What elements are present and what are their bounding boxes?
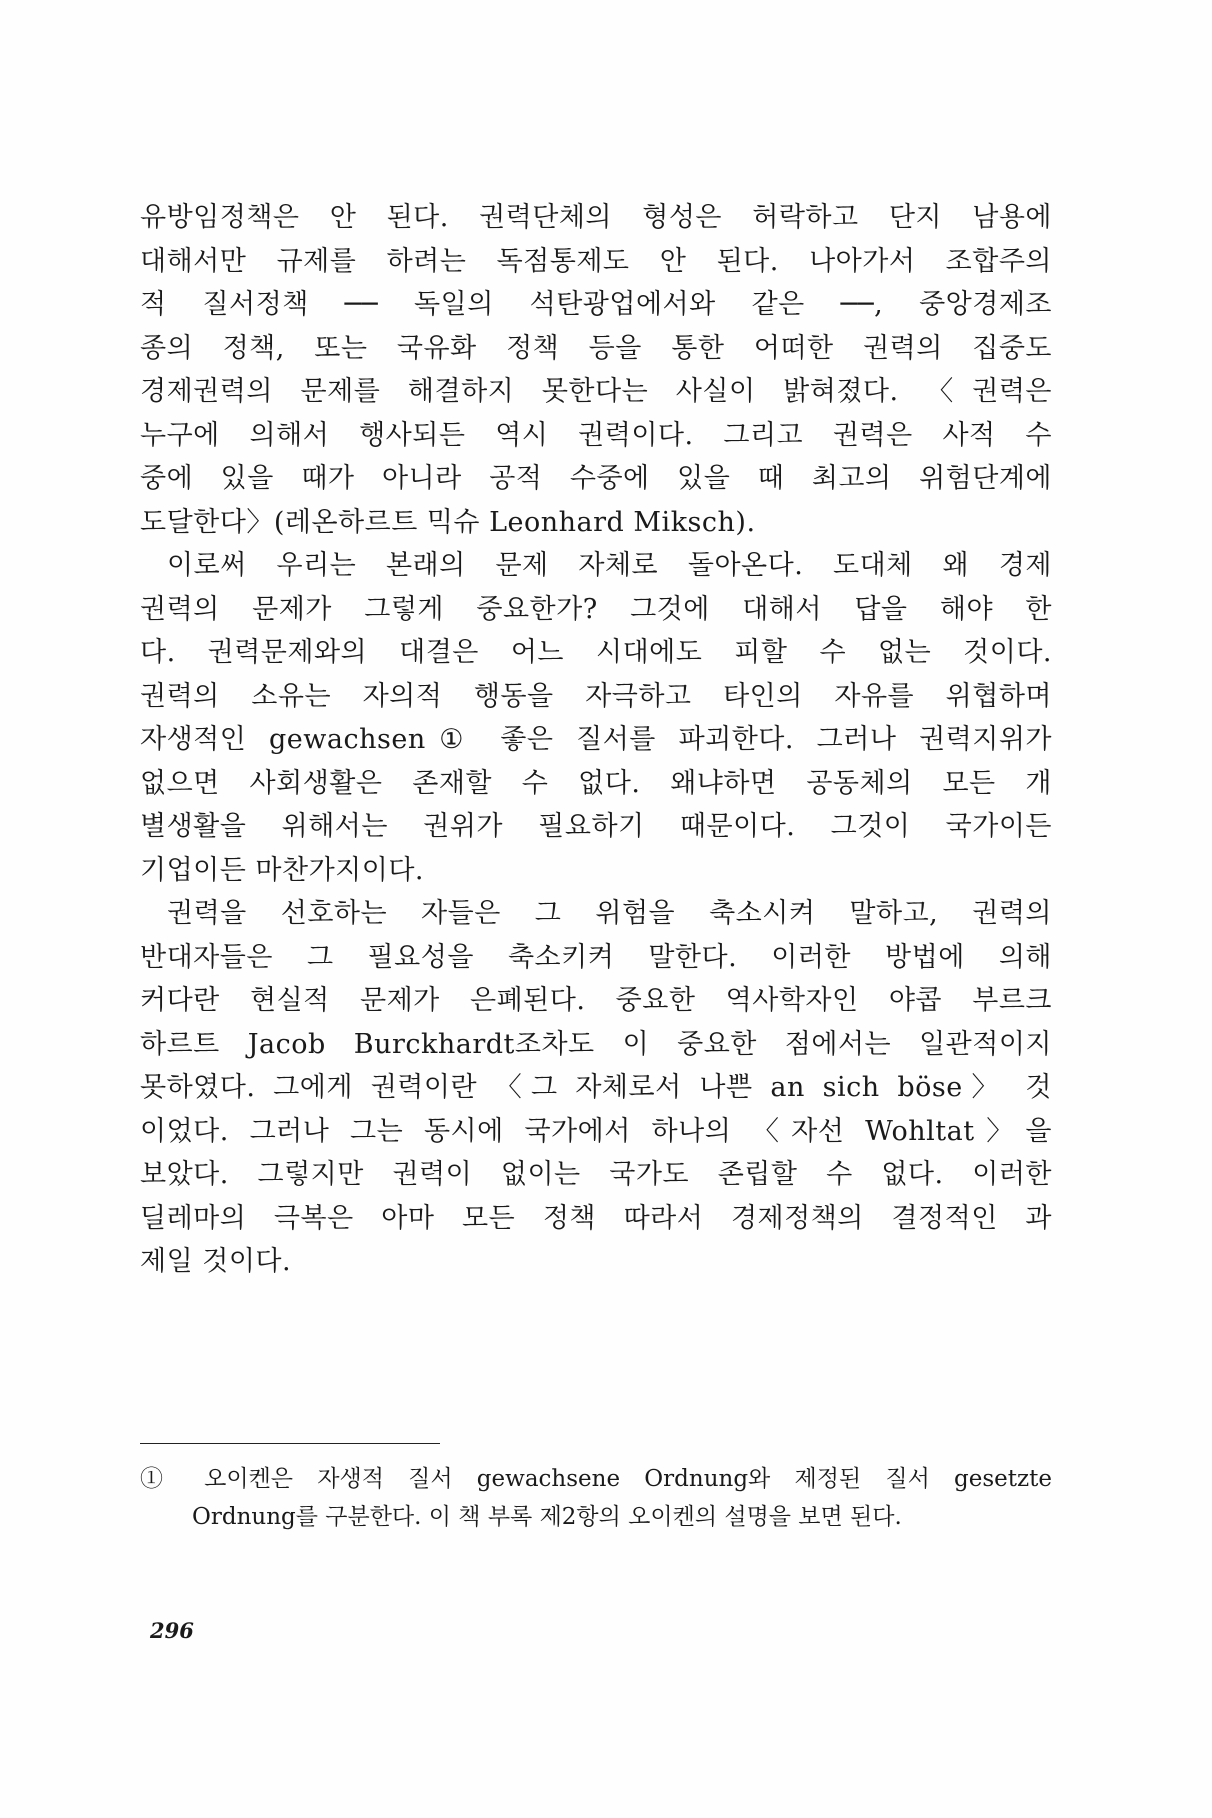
text-line: 제일 것이다.	[140, 1246, 292, 1277]
text-line: 별생활을 위해서는 권위가 필요하기 때문이다. 그것이 국가이든	[140, 811, 1052, 842]
footnote-line	[140, 1460, 1052, 1498]
text-line: 대해서만 규제를 하려는 독점통제도 안 된다. 나아가서 조합주의	[140, 245, 1052, 277]
text-line: 자생적인 gewachsen① 좋은 질서를 파괴한다. 그러나 권력지위가	[140, 724, 1052, 755]
text-line: 기업이든 마찬가지이다.	[140, 854, 424, 886]
text-line: 권력의 문제가 그렇게 중요한가? 그것에 대해서 답을 해야 한	[140, 593, 1052, 625]
footnote-line: Ordnung를 구분한다. 이 책 부록 제2항의 오이켄의 설명을 보면 된다.	[192, 1504, 902, 1530]
page-number: 296	[150, 1618, 194, 1643]
footnote-divider	[140, 1443, 440, 1444]
text-line: 하르트 Jacob Burckhardt조차도 이 중요한 점에서는 일관적이지	[140, 1028, 1052, 1060]
footnote-text: 오이켄은 자생적 질서 gewachsene Ordnung와 제정된 질서 gesetzte	[204, 1466, 1052, 1492]
text-line: 누구에 의해서 행사되든 역시 권력이다. 그리고 권력은 사적 수	[140, 419, 1052, 451]
text-line: 경제권력의 문제를 해결하지 못한다는 사실이 밝혀졌다. 〈권력은	[140, 376, 1052, 407]
text-line: 다. 권력문제와의 대결은 어느 시대에도 피할 수 없는 것이다.	[140, 637, 1052, 668]
text-line: 적 질서정책 ── 독일의 석탄광업에서와 같은 ──, 중앙경제조	[140, 289, 1052, 320]
text-line: 커다란 현실적 문제가 은폐된다. 중요한 역사학자인 야콥 부르크	[140, 985, 1052, 1016]
text-line: 유방임정책은 안 된다. 권력단체의 형성은 허락하고 단지 남용에	[140, 202, 1052, 233]
text-line: 권력의 소유는 자의적 행동을 자극하고 타인의 자유를 위협하며	[140, 680, 1052, 712]
text-line: 권력을 선호하는 자들은 그 위험을 축소시켜 말하고, 권력의	[167, 898, 1052, 929]
text-line: 도달한다〉(레온하르트 믹슈 Leonhard Miksch).	[140, 506, 756, 538]
text-line: 이로써 우리는 본래의 문제 자체로 돌아온다. 도대체 왜 경제	[167, 550, 1052, 581]
text-line: 보았다. 그렇지만 권력이 없이는 국가도 존립할 수 없다. 이러한	[140, 1159, 1052, 1190]
text-line: 종의 정책, 또는 국유화 정책 등을 통한 어떠한 권력의 집중도	[140, 332, 1052, 364]
text-line: 중에 있을 때가 아니라 공적 수중에 있을 때 최고의 위험단계에	[140, 463, 1052, 494]
text-line: 못하였다. 그에게 권력이란 〈그 자체로서 나쁜 an sich böse〉 것	[140, 1072, 1052, 1103]
text-line: 없으면 사회생활은 존재할 수 없다. 왜냐하면 공동체의 모든 개	[140, 767, 1052, 799]
text-line: 이었다. 그러나 그는 동시에 국가에서 하나의 〈자선 Wohltat〉을	[140, 1115, 1052, 1147]
body-text	[140, 196, 1052, 1284]
text-line: 딜레마의 극복은 아마 모든 정책 따라서 경제정책의 결정적인 과	[140, 1202, 1052, 1234]
footnote	[140, 1460, 1052, 1536]
text-line: 반대자들은 그 필요성을 축소키켜 말한다. 이러한 방법에 의해	[140, 941, 1052, 973]
footnote-marker: ①	[140, 1466, 180, 1492]
